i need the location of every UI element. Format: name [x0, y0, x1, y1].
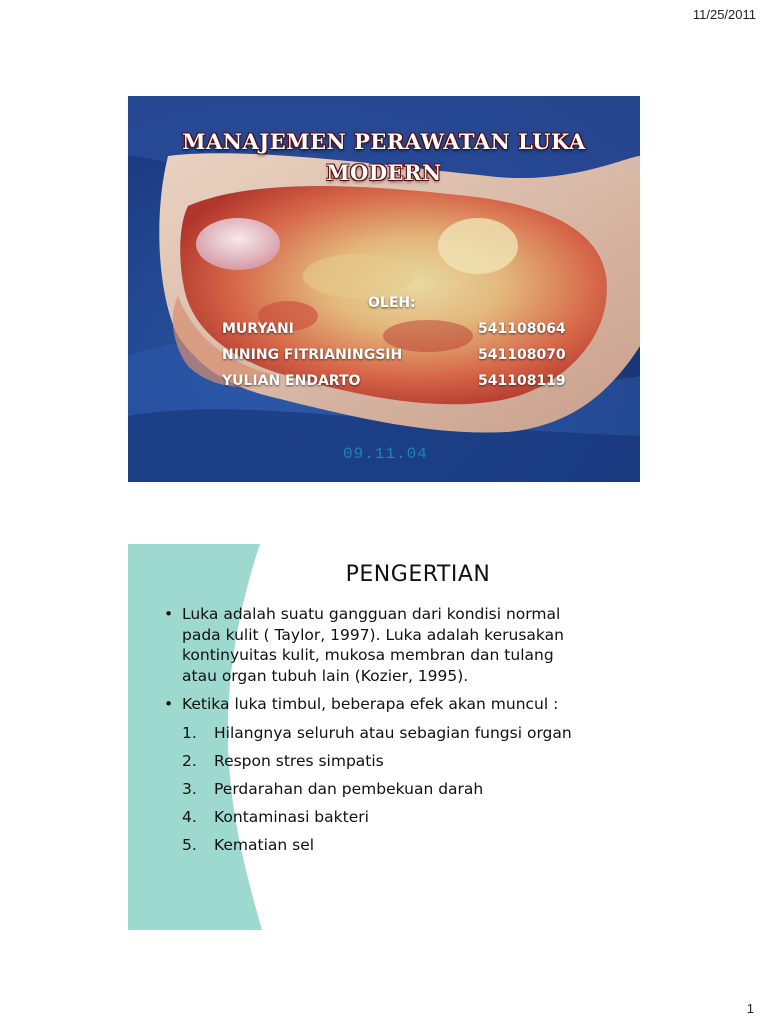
- list-item: [182, 807, 628, 828]
- list-item: [182, 779, 628, 800]
- list-text: Kontaminasi bakteri: [214, 807, 369, 826]
- author-name: MURYANI: [222, 321, 294, 337]
- page-number: 1: [746, 1001, 754, 1016]
- bullet-line: pada kulit ( Taylor, 1997). Luka adalah kerusakan: [182, 625, 564, 644]
- slide-title-line-1: MANAJEMEN PERAWATAN LUKA: [182, 129, 586, 154]
- author-name: NINING FITRIANINGSIH: [222, 347, 403, 363]
- definition-slide: [128, 544, 640, 930]
- list-item: [182, 751, 628, 772]
- photo-date-stamp: 09.11.04: [343, 445, 428, 463]
- bullet-line: kontinyuitas kulit, mukosa membran dan tulang: [182, 646, 554, 664]
- list-number: 5.: [182, 835, 197, 854]
- list-number: 4.: [182, 807, 197, 826]
- author-nim: 541108070: [478, 347, 566, 363]
- bullet-item: • Ketika luka timbul, beberapa efek akan muncul :: [158, 694, 628, 715]
- list-text: Kematian sel: [214, 835, 315, 854]
- slide-title-line-2: MODERN: [326, 160, 442, 185]
- author-row: [222, 321, 566, 337]
- title-slide: [128, 96, 640, 482]
- effects-list: [158, 723, 628, 856]
- list-number: 3.: [182, 779, 197, 798]
- list-text: Hilangnya seluruh atau sebagian fungsi organ: [214, 723, 572, 742]
- author-nim: 541108119: [478, 373, 566, 389]
- slide-title: PENGERTIAN: [345, 562, 491, 587]
- list-item: [182, 723, 628, 744]
- bullet-line: Ketika luka timbul, beberapa efek akan muncul :: [182, 695, 559, 713]
- list-text: Respon stres simpatis: [214, 751, 384, 770]
- list-number: 2.: [182, 751, 197, 770]
- bullet-item: • Luka adalah suatu gangguan dari kondisi normal pada kulit ( Taylor, 1997). Luka adalah kerusakan kontinyuitas kulit, mukosa membran dan tulang atau organ tubuh lain (Kozier, 1995).: [158, 604, 628, 686]
- slide-title: [148, 126, 620, 188]
- oleh-label: OLEH:: [368, 295, 416, 311]
- author-row: [222, 373, 566, 389]
- list-number: 1.: [182, 723, 197, 742]
- author-row: [222, 347, 566, 363]
- slide-body: [158, 604, 628, 863]
- list-item: [182, 835, 628, 856]
- list-text: Perdarahan dan pembekuan darah: [214, 779, 484, 798]
- author-name: YULIAN ENDARTO: [222, 373, 361, 389]
- author-nim: 541108064: [478, 321, 566, 337]
- bullet-line: Luka adalah suatu gangguan dari kondisi normal: [182, 605, 561, 623]
- page-date: 11/25/2011: [692, 7, 756, 22]
- bullet-line: atau organ tubuh lain (Kozier, 1995).: [182, 666, 469, 685]
